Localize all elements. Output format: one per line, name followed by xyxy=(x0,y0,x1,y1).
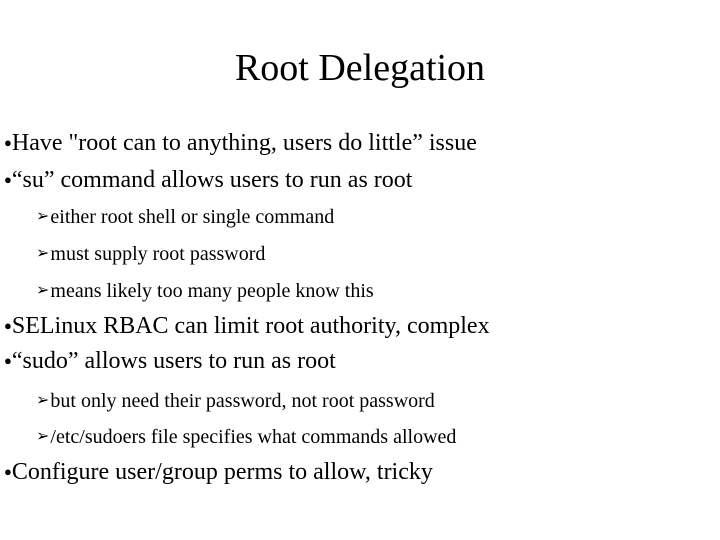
bullet-dot-icon: ● xyxy=(4,135,12,150)
sub-bullet-item xyxy=(36,278,374,304)
bullet-text: “sudo” allows users to run as root xyxy=(11,348,336,374)
slide-title: Root Delegation xyxy=(234,47,486,89)
bullet-text: SELinux RBAC can limit root authority, complex xyxy=(11,313,490,339)
bullet-dot-icon: ● xyxy=(4,464,12,479)
arrow-bullet-icon: ➢ xyxy=(36,392,50,409)
sub-bullet-item xyxy=(36,388,435,414)
bullet-dot-icon: ● xyxy=(4,318,12,333)
bullet-text: Configure user/group perms to allow, tricky xyxy=(11,459,433,485)
sub-bullet-text: must supply root password xyxy=(50,243,266,265)
sub-bullet-item xyxy=(36,424,456,450)
arrow-bullet-icon: ➢ xyxy=(36,428,50,445)
sub-bullet-item xyxy=(36,204,334,230)
sub-bullet-text: /etc/sudoers file specifies what commands allowed xyxy=(50,426,457,448)
arrow-bullet-icon: ➢ xyxy=(36,208,50,225)
bullet-dot-icon: ● xyxy=(4,353,12,368)
bullet-item xyxy=(4,346,336,376)
bullet-dot-icon: ● xyxy=(4,172,12,187)
bullet-item xyxy=(4,165,412,195)
bullet-text: Have "root can to anything, users do little” issue xyxy=(11,130,477,156)
sub-bullet-text: means likely too many people know this xyxy=(50,280,374,302)
sub-bullet-item xyxy=(36,241,265,267)
bullet-item xyxy=(4,457,433,487)
bullet-text: “su” command allows users to run as root xyxy=(11,167,413,193)
arrow-bullet-icon: ➢ xyxy=(36,245,50,262)
sub-bullet-text: either root shell or single command xyxy=(50,206,335,228)
bullet-item xyxy=(4,128,477,158)
arrow-bullet-icon: ➢ xyxy=(36,282,50,299)
bullet-item xyxy=(4,311,490,341)
sub-bullet-text: but only need their password, not root password xyxy=(50,390,435,412)
